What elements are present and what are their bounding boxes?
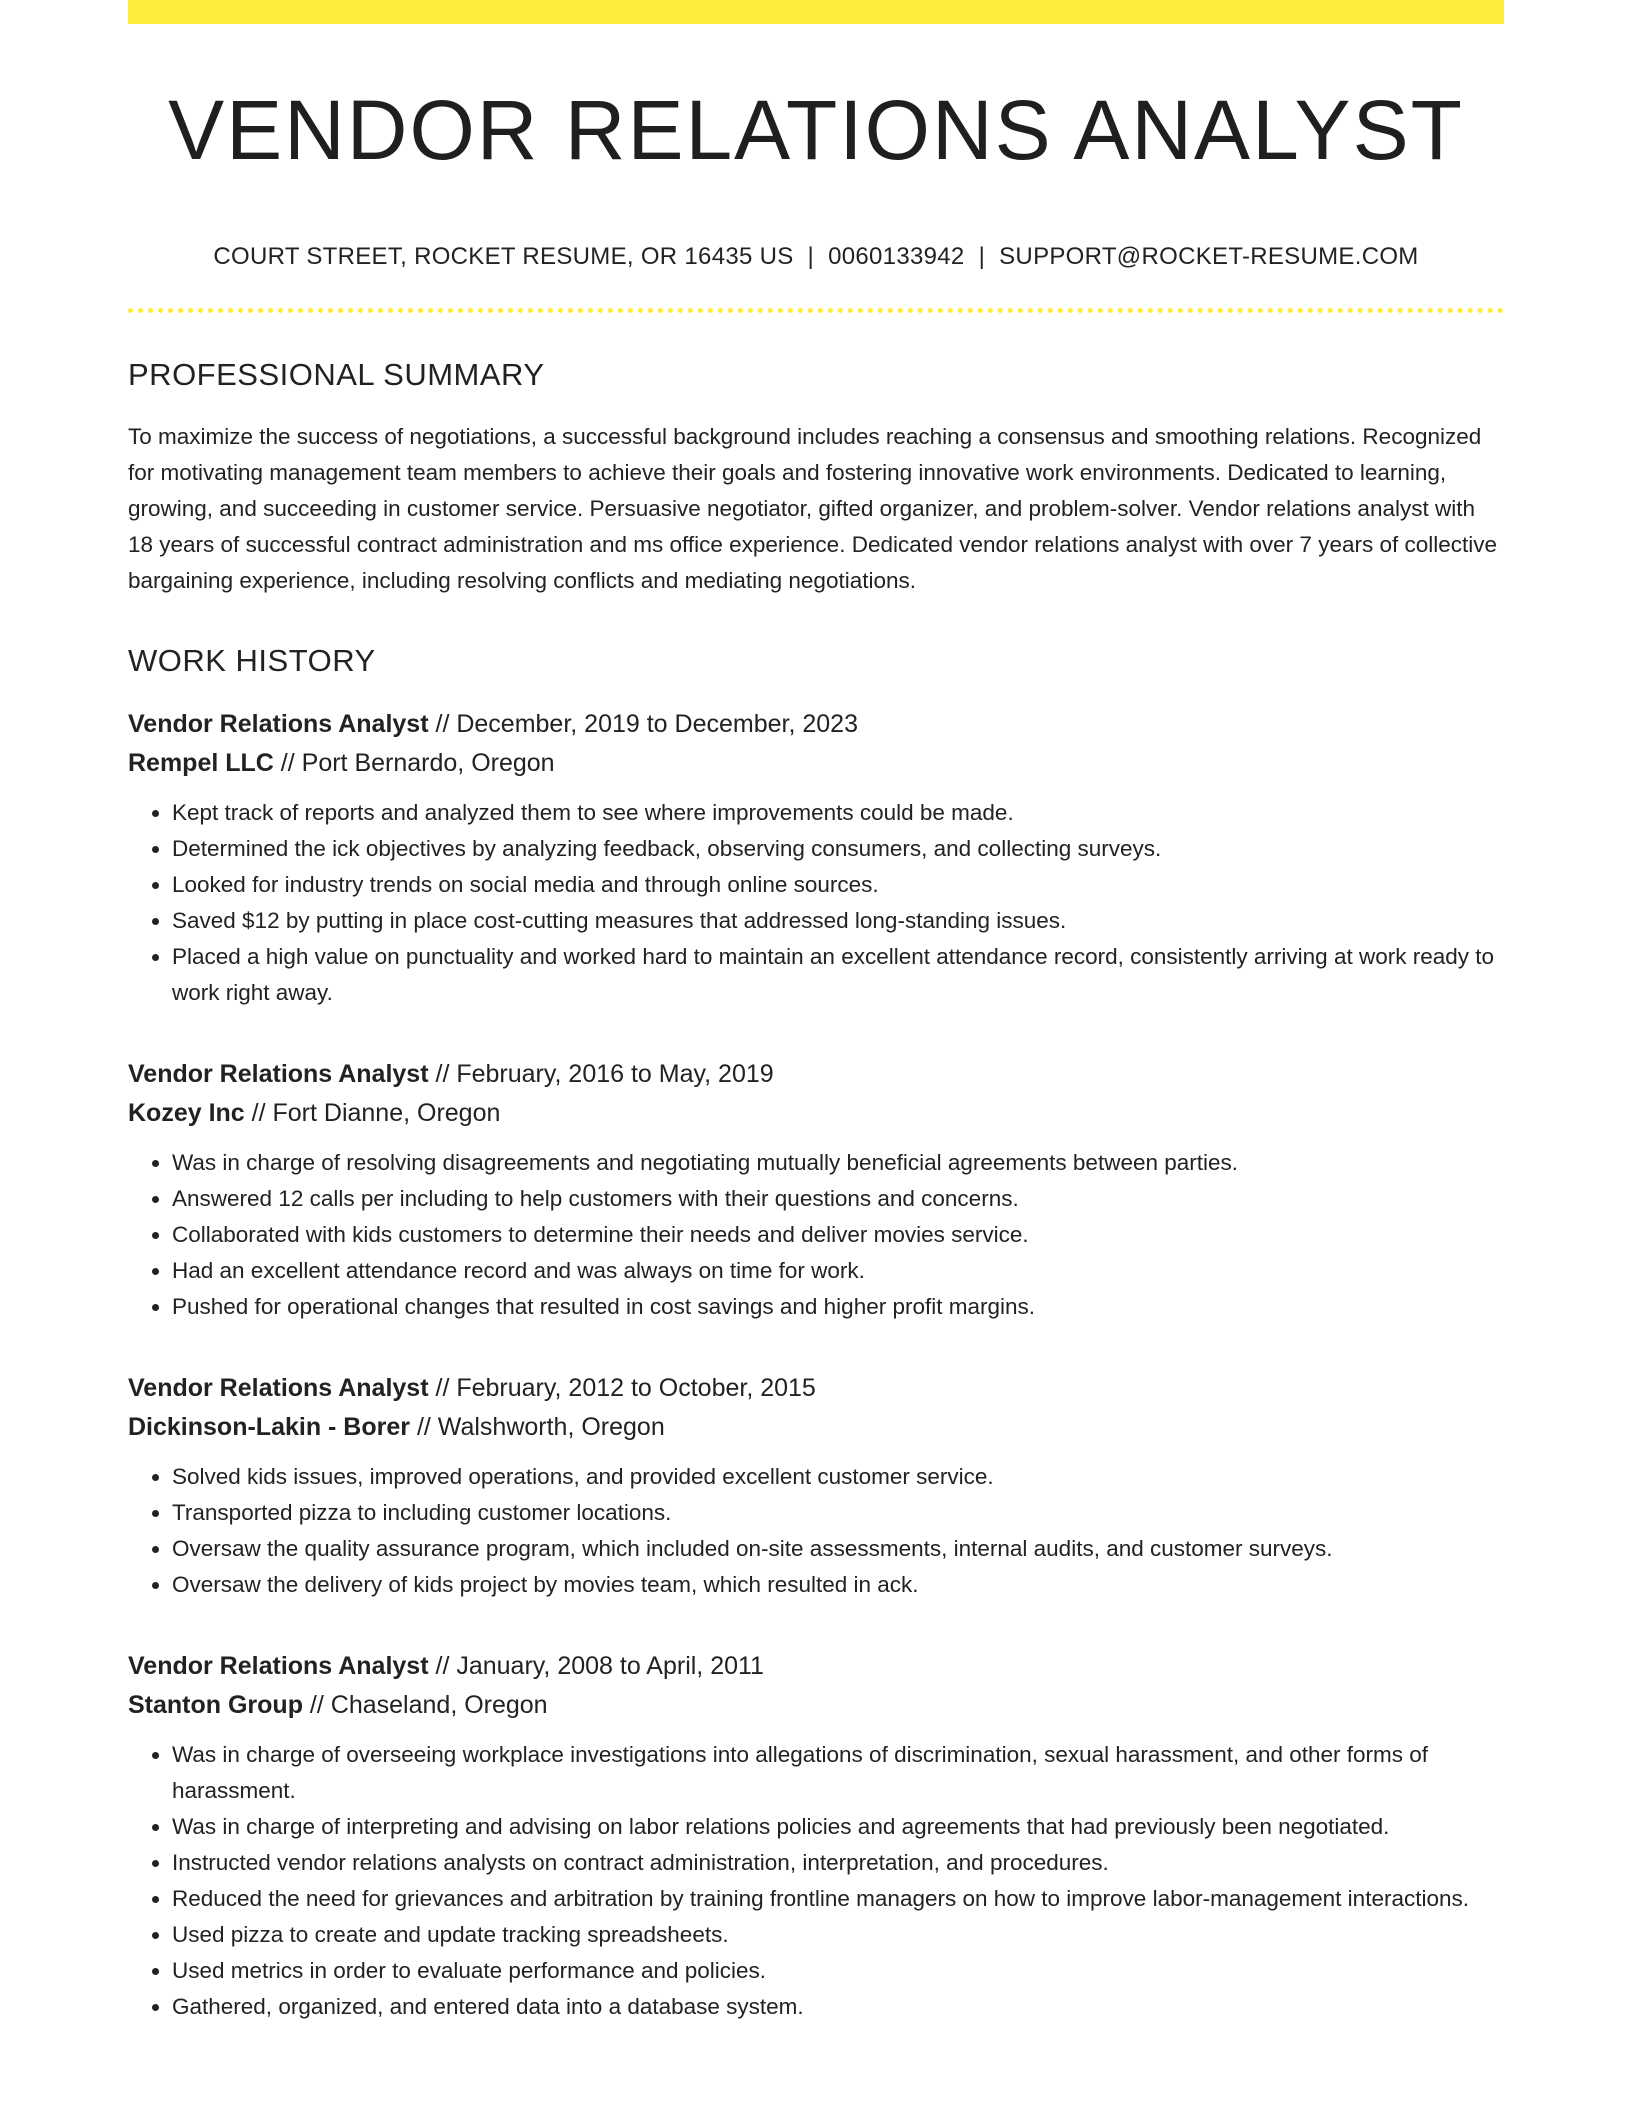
job-role: Vendor Relations Analyst bbox=[128, 1060, 429, 1089]
contact-separator: | bbox=[807, 243, 815, 271]
job-dates: January, 2008 to April, 2011 bbox=[456, 1652, 764, 1681]
job-dates: February, 2016 to May, 2019 bbox=[456, 1060, 774, 1089]
job-company: Stanton Group bbox=[128, 1691, 303, 1720]
job-company-line bbox=[128, 1408, 1504, 1447]
job-separator: // bbox=[244, 1099, 273, 1128]
job-entry bbox=[128, 1055, 1504, 1325]
job-duties-list bbox=[128, 1145, 1504, 1325]
job-role-line bbox=[128, 705, 1504, 744]
job-company: Dickinson-Lakin - Borer bbox=[128, 1413, 410, 1442]
job-company-line bbox=[128, 1686, 1504, 1725]
job-role: Vendor Relations Analyst bbox=[128, 1374, 429, 1403]
duty-item: • Oversaw the delivery of kids project by movies team, which resulted in ack. bbox=[172, 1567, 1504, 1603]
contact-phone: 0060133942 bbox=[828, 243, 965, 271]
job-role-line bbox=[128, 1647, 1504, 1686]
job-separator: // bbox=[428, 1374, 457, 1403]
job-entry bbox=[128, 1369, 1504, 1603]
contact-email: SUPPORT@ROCKET-RESUME.COM bbox=[999, 243, 1419, 271]
contact-line bbox=[128, 242, 1504, 272]
job-company-line bbox=[128, 744, 1504, 783]
job-separator: // bbox=[410, 1413, 438, 1442]
job-role-line bbox=[128, 1055, 1504, 1094]
job-duties-list bbox=[128, 1737, 1504, 2025]
job-separator: // bbox=[302, 1691, 331, 1720]
summary-text: To maximize the success of negotiations, a successful background includes reaching a consensus and smoothing relations. Recognized for motivating management team members to achieve their goals and fostering innovative work environments. Dedicated to learning, growing, and succeeding in customer service. Persuasive negotiator, gifted organizer, and problem-solver. Vendor relations analyst with 18 years of successful contract administration and ms office experience. Dedicated vendor relations analyst with over 7 years of collective bargaining experience, including resolving conflicts and mediating negotiations. bbox=[128, 424, 1498, 594]
duty-item: • Was in charge of resolving disagreements and negotiating mutually beneficial agreements between parties. bbox=[172, 1145, 1504, 1181]
contact-separator: | bbox=[978, 243, 986, 271]
job-entry bbox=[128, 1647, 1504, 2025]
job-dates: February, 2012 to October, 2015 bbox=[456, 1374, 816, 1403]
top-accent-bar bbox=[128, 0, 1504, 24]
work-history-list bbox=[128, 705, 1504, 2025]
duty-item: • Kept track of reports and analyzed them to see where improvements could be made. bbox=[172, 795, 1504, 831]
duty-item: • Solved kids issues, improved operations, and provided excellent customer service. bbox=[172, 1459, 1504, 1495]
duty-item: • Looked for industry trends on social media and through online sources. bbox=[172, 867, 1504, 903]
job-separator: // bbox=[428, 1060, 457, 1089]
duty-item: • Collaborated with kids customers to determine their needs and deliver movies service. bbox=[172, 1217, 1504, 1253]
duty-item: • Had an excellent attendance record and was always on time for work. bbox=[172, 1253, 1504, 1289]
job-separator: // bbox=[428, 710, 457, 739]
job-separator: // bbox=[273, 749, 302, 778]
duty-item: • Oversaw the quality assurance program, which included on-site assessments, internal audits, and customer surveys. bbox=[172, 1531, 1504, 1567]
duty-item: • Answered 12 calls per including to help customers with their questions and concerns. bbox=[172, 1181, 1504, 1217]
dotted-divider bbox=[128, 308, 1504, 313]
job-dates: December, 2019 to December, 2023 bbox=[456, 710, 858, 739]
job-company-line bbox=[128, 1094, 1504, 1133]
job-separator: // bbox=[428, 1652, 457, 1681]
job-location: Chaseland, Oregon bbox=[330, 1691, 548, 1720]
duty-item: • Determined the ick objectives by analyzing feedback, observing consumers, and collecting surveys. bbox=[172, 831, 1504, 867]
resume-page bbox=[128, 0, 1504, 2025]
contact-address: COURT STREET, ROCKET RESUME, OR 16435 US bbox=[213, 243, 794, 271]
duty-item: • Transported pizza to including customer locations. bbox=[172, 1495, 1504, 1531]
job-duties-list bbox=[128, 795, 1504, 1011]
duty-item: • Used metrics in order to evaluate performance and policies. bbox=[172, 1953, 1504, 1989]
duty-item: • Was in charge of interpreting and advising on labor relations policies and agreements that had previously been negotiated. bbox=[172, 1809, 1504, 1845]
duty-item: • Was in charge of overseeing workplace investigations into allegations of discrimination, sexual harassment, and other forms of harassment. bbox=[172, 1737, 1504, 1809]
duty-item: • Used pizza to create and update tracking spreadsheets. bbox=[172, 1917, 1504, 1953]
job-role: Vendor Relations Analyst bbox=[128, 710, 429, 739]
job-location: Port Bernardo, Oregon bbox=[301, 749, 555, 778]
duty-item: • Pushed for operational changes that resulted in cost savings and higher profit margins. bbox=[172, 1289, 1504, 1325]
job-role: Vendor Relations Analyst bbox=[128, 1652, 429, 1681]
duty-item: • Reduced the need for grievances and arbitration by training frontline managers on how to improve labor-management interactions. bbox=[172, 1881, 1504, 1917]
summary-heading: PROFESSIONAL SUMMARY bbox=[128, 357, 545, 393]
work-history-heading: WORK HISTORY bbox=[128, 643, 376, 679]
job-duties-list bbox=[128, 1459, 1504, 1603]
job-location: Fort Dianne, Oregon bbox=[272, 1099, 501, 1128]
duty-item: • Placed a high value on punctuality and worked hard to maintain an excellent attendance record, consistently arriving at work ready to work right away. bbox=[172, 939, 1504, 1011]
job-role-line bbox=[128, 1369, 1504, 1408]
job-location: Walshworth, Oregon bbox=[437, 1413, 665, 1442]
duty-item: • Saved $12 by putting in place cost-cutting measures that addressed long-standing issues. bbox=[172, 903, 1504, 939]
job-entry bbox=[128, 705, 1504, 1011]
job-company: Kozey Inc bbox=[128, 1099, 245, 1128]
job-company: Rempel LLC bbox=[128, 749, 274, 778]
duty-item: • Gathered, organized, and entered data into a database system. bbox=[172, 1989, 1504, 2025]
candidate-title: VENDOR RELATIONS ANALYST bbox=[168, 83, 1464, 177]
duty-item: • Instructed vendor relations analysts on contract administration, interpretation, and procedures. bbox=[172, 1845, 1504, 1881]
